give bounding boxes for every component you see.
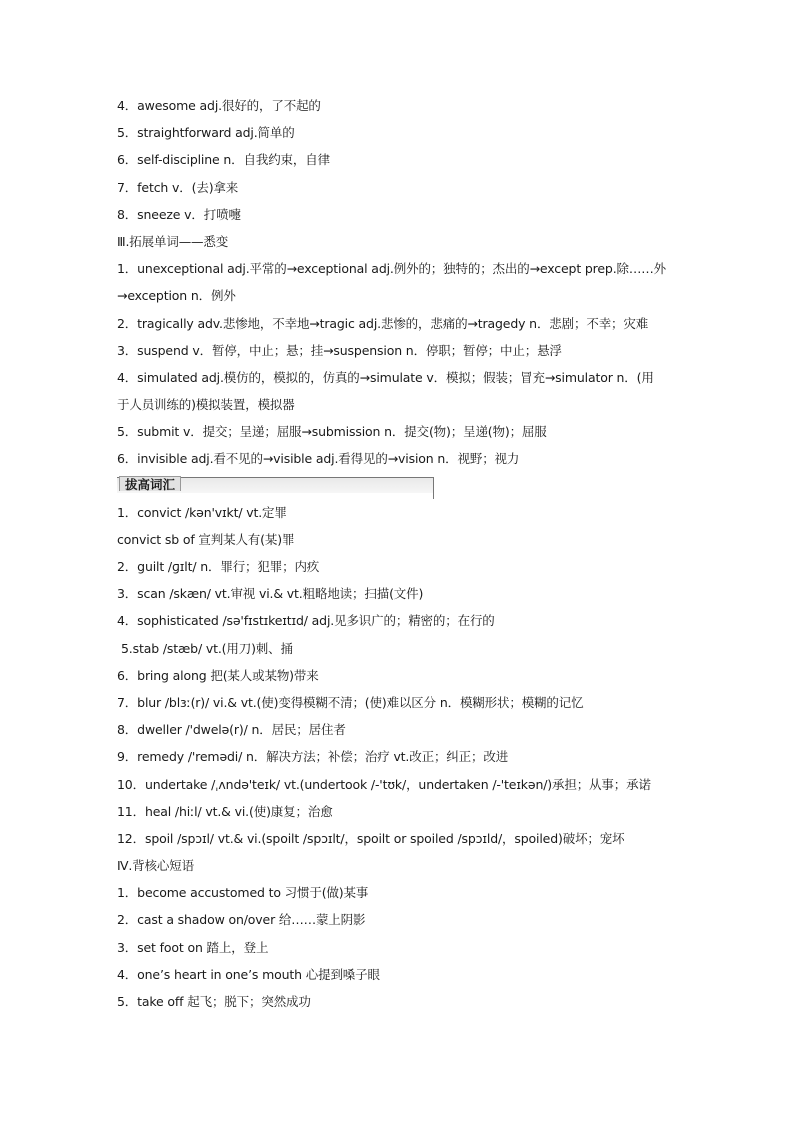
section-heading-iii: Ⅲ.拓展单词——悉变: [117, 233, 229, 249]
section-banner-divider: [433, 477, 434, 499]
phrase-line-set-foot-on: 3．set foot on 踏上，登上: [117, 939, 269, 955]
vocab-line-simulated: 4．simulated adj.模仿的，模拟的，仿真的→simulate v．模拟；假装；冒充→simulator n．(用: [117, 369, 654, 385]
vocab-line-tragically: 2．tragically adv.悲惨地，不幸地→tragic adj.悲惨的，悲痛的→tragedy n．悲剧；不幸；灾难: [117, 315, 649, 331]
section-banner-label: 拔高词汇: [119, 476, 181, 491]
vocab-line-heal: 11．heal /hiːl/ vt.& vi.(使)康复；治愈: [117, 803, 333, 819]
vocab-line-guilt: 2．guilt /ɡɪlt/ n．罪行；犯罪；内疚: [117, 559, 320, 574]
vocab-line-blur: 7．blur /blɜː(r)/ vi.& vt.(使)变得模糊不清；(使)难以区分 n．模糊形状；模糊的记忆: [117, 694, 584, 710]
section-banner: [117, 473, 687, 499]
phrase-line-take-off: 5．take off 起飞；脱下；突然成功: [117, 994, 311, 1009]
vocab-line-awesome: 4．awesome adj.很好的，了不起的: [117, 98, 321, 113]
vocab-line-unexceptional: 1．unexceptional adj.平常的→exceptional adj.例外的；独特的；杰出的→except prep.除……外: [117, 261, 666, 277]
vocab-line-undertake: 10．undertake /ˌʌndə'teɪk/ vt.(undertook /-'tʊk/，undertaken /-'teɪkən/)承担；从事；承诺: [117, 776, 651, 792]
vocab-line-remedy: 9．remedy /'remədi/ n．解决方法；补偿；治疗 vt.改正；纠正；改进: [117, 749, 509, 765]
vocab-line-simulated-cont: 于人员训练的)模拟装置，模拟器: [117, 397, 295, 413]
vocab-line-self-discipline: 6．self-discipline n．自我约束，自律: [117, 152, 330, 168]
phrase-line-cast-a-shadow: 2．cast a shadow on/over 给……蒙上阴影: [117, 912, 366, 928]
vocab-line-fetch: 7．fetch v．(去)拿来: [117, 179, 239, 195]
vocab-line-invisible: 6．invisible adj.看不见的→visible adj.看得见的→vision n．视野；视力: [117, 451, 520, 467]
vocab-line-spoil: 12．spoil /spɔɪl/ vt.& vi.(spoilt /spɔɪlt/，spoilt or spoiled /spɔɪld/，spoiled)破坏；宠坏: [117, 830, 625, 846]
vocab-line-scan: 3．scan /skæn/ vt.审视 vi.& vt.粗略地读；扫描(文件): [117, 586, 424, 602]
section-heading-iv: Ⅳ.背核心短语: [117, 858, 194, 874]
vocab-line-straightforward: 5．straightforward adj.简单的: [117, 125, 295, 141]
vocab-line-suspend: 3．suspend v．暂停，中止；悬；挂→suspension n．停职；暂停；中止；悬浮: [117, 342, 562, 358]
vocab-line-dweller: 8．dweller /'dwelə(r)/ n．居民；居住者: [117, 722, 346, 738]
vocab-line-unexceptional-cont: →exception n．例外: [117, 288, 236, 304]
vocab-line-submit: 5．submit v．提交；呈递；屈服→submission n．提交(物)；呈递(物)；屈服: [117, 424, 547, 440]
vocab-line-bring-along: 6．bring along 把(某人或某物)带来: [117, 667, 319, 683]
phrase-line-heart-in-mouth: 4．one’s heart in one’s mouth 心提到嗓子眼: [117, 966, 380, 982]
vocab-line-stab: 5.stab /stæb/ vt.(用刀)刺、捅: [121, 640, 293, 656]
document-page: [117, 92, 687, 1015]
phrase-line-become-accustomed-to: 1．become accustomed to 习惯于(做)某事: [117, 885, 369, 901]
vocab-line-convict: 1．convict /kən'vɪkt/ vt.定罪: [117, 504, 287, 520]
phrase-line-convict-sb-of: convict sb of 宣判某人有(某)罪: [117, 531, 295, 547]
vocab-line-sneeze: 8．sneeze v．打喷嚏: [117, 206, 241, 222]
vocab-line-sophisticated: 4．sophisticated /sə'fɪstɪkeɪtɪd/ adj.见多识广的；精密的；在行的: [117, 613, 495, 629]
